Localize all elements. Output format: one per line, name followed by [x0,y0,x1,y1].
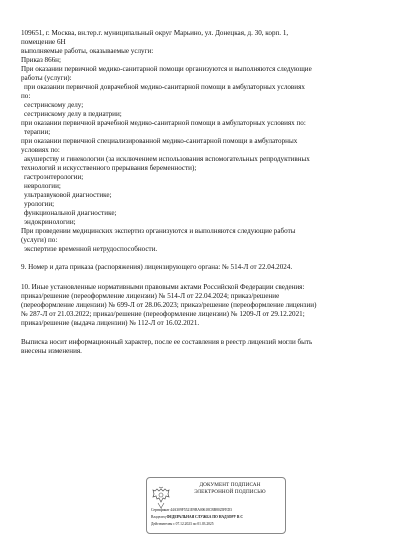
service-item: ультразвуковой диагностике; [24,191,112,199]
stamp-owner-name: ФЕДЕРАЛЬНАЯ СЛУЖБА ПО НАДЗОРУ В С [166,515,243,519]
service-item: гастроэнтерологии; [24,173,84,181]
disclaimer-line: внесены изменения. [21,347,82,355]
service-item: технологий и искусственного прерывания беременности); [21,164,197,172]
text-line: при оказании первичной доврачебной медико-санитарной помощи в амбулаторных условиях [24,83,305,91]
service-item: акушерству и гинекологии (за исключением использования вспомогательных репродуктивных [24,155,310,163]
text-line: При проведении медицинских экспертиз организуются и выполняются следующие работы [21,227,296,235]
stamp-certificate: Сертификат 44A309F5521E9BA00618CBB8025FED3 [151,508,232,512]
disclaimer-line: Выписка носит информационный характер, после ее составления в реестр лицензий могли быть [21,338,313,346]
section-10-heading: 10. Иные установленные нормативными правовыми актами Российской Федерации сведения: [21,283,305,291]
service-item: неврологии; [24,182,61,190]
section-10-line: приказ/решение (выдача лицензии) № 112-Л от 16.02.2021. [21,319,200,327]
stamp-owner [151,515,243,519]
service-item: терапии; [24,128,51,136]
text-line: работы (услуги): [21,74,72,82]
address-line: помещение 6Н [21,38,66,46]
stamp-owner-label: Владелец [151,515,166,519]
double-headed-eagle-emblem-icon [151,486,171,510]
stamp-validity: Действителен с 07.12.2023 по 01.03.2025 [151,522,214,526]
section-9-order: 9. Номер и дата приказа (распоряжения) лицензирующего органа: № 514-Л от 22.04.2024. [21,263,293,271]
service-item: урологии; [24,200,55,208]
text-line: при оказании первичной специализированной медико-санитарной помощи в амбулаторных [21,137,298,145]
stamp-title-line-2: ЭЛЕКТРОННОЙ ПОДПИСЬЮ [194,489,266,495]
order-reference: Приказ 866н; [21,56,61,64]
text-line: (услуги) по: [21,236,58,244]
section-10-line: приказ/решение (переоформление лицензии) № 514-Л от 22.04.2024; приказ/решение [21,292,280,300]
services-heading: выполняемые работы, оказываемые услуги: [21,47,154,55]
address-line: 109651, г. Москва, вн.тер.г. муниципальный округ Марьино, ул. Донецкая, д. 30, корп. 1, [21,29,289,37]
text-line: условиях по: [21,146,60,154]
service-item: экспертизе временной нетрудоспособности. [24,245,158,253]
electronic-signature-stamp [146,477,286,534]
service-item: функциональной диагностике; [24,209,117,217]
section-10-line: (переоформление лицензии) № 699-Л от 28.06.2023; приказ/решение (переоформление лицензии) [21,301,317,309]
text-line: по: [21,92,31,100]
service-item: эндокринологии; [24,218,76,226]
text-line: При оказании первичной медико-санитарной помощи организуются и выполняются следующие [21,65,312,73]
service-item: сестринскому делу в педиатрии; [24,110,122,118]
section-10-line: № 287-Л от 21.03.2022; приказ/решение (переоформление лицензии) № 1209-Л от 29.12.2021; [21,310,305,318]
stamp-title-line-1: ДОКУМЕНТ ПОДПИСАН [199,482,261,488]
text-line: при оказании первичной врачебной медико-санитарной помощи в амбулаторных условиях по: [21,119,306,127]
service-item: сестринскому делу; [24,101,84,109]
